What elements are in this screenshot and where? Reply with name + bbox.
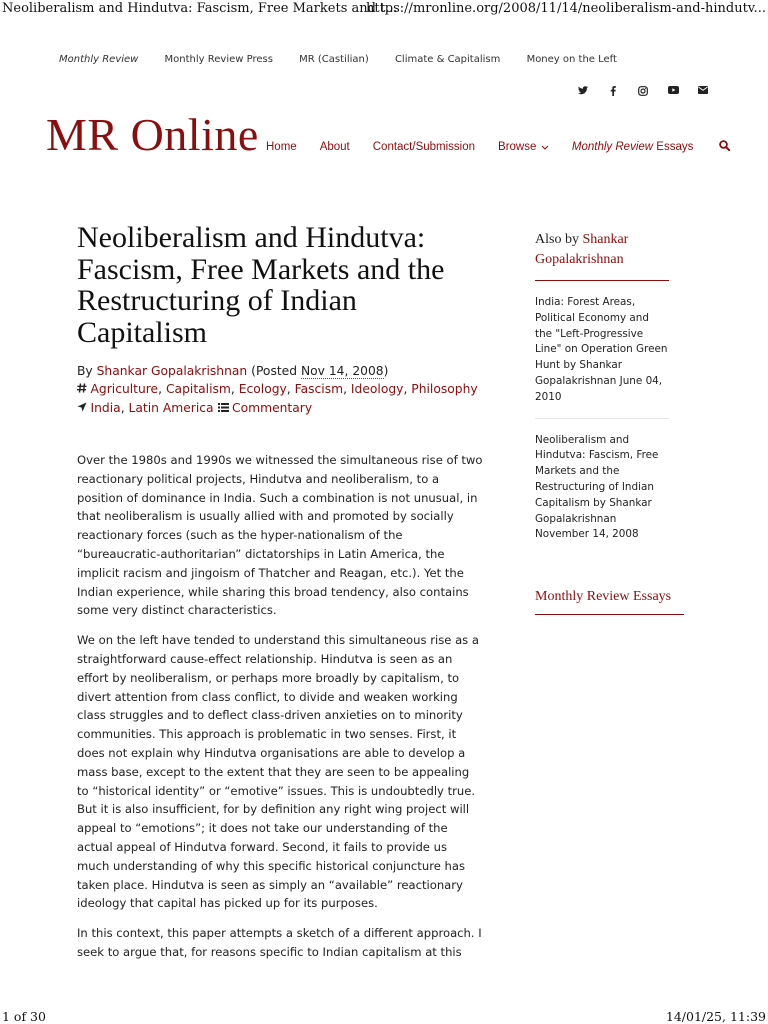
article (77, 222, 483, 973)
envelope-icon[interactable] (695, 86, 711, 99)
print-page-title: Neoliberalism and Hindutva: Fascism, Free Markets and t... (2, 1, 398, 16)
taxonomy: Agriculture, Capitalism, Ecology, Fascism, Ideology, Philosophy India, Latin America Commentary (77, 380, 483, 418)
youtube-icon[interactable] (665, 86, 681, 99)
posted-prefix: (Posted (247, 364, 301, 378)
twitter-icon[interactable] (575, 86, 591, 99)
posted-suffix: ) (383, 364, 389, 378)
list-icon (218, 402, 233, 415)
also-by-heading (535, 230, 669, 281)
top-nav-monthly-review-press[interactable]: Monthly Review Press (164, 54, 273, 65)
nav-browse[interactable] (498, 141, 549, 153)
post-date: Nov 14, 2008 (300, 364, 384, 378)
instagram-icon[interactable] (635, 86, 651, 99)
print-page-url: https://mronline.org/2008/11/14/neoliberalism-and-hindutv... (365, 1, 766, 16)
place-latin-america[interactable]: Latin America (128, 401, 214, 415)
byline-prefix: By (77, 364, 97, 378)
category-commentary[interactable]: Commentary (232, 401, 313, 415)
top-nav-monthly-review[interactable]: Monthly Review (59, 54, 139, 65)
main-nav (266, 140, 730, 154)
tag-agriculture[interactable]: Agriculture (90, 382, 159, 396)
chevron-down-icon (538, 142, 549, 152)
also-by-label: Also by (535, 232, 583, 247)
byline (77, 362, 483, 380)
tag-capitalism[interactable]: Capitalism (165, 382, 231, 396)
also-by-author-link[interactable]: Shankar Gopalakrishnan (535, 232, 629, 267)
place-india[interactable]: India (90, 401, 121, 415)
top-nav-climate-capitalism[interactable]: Climate & Capitalism (394, 54, 501, 65)
nav-essays-italic: Monthly Review (571, 141, 654, 153)
tag-ideology[interactable]: Ideology (350, 382, 404, 396)
sidebar (535, 230, 705, 615)
search-icon[interactable] (719, 140, 730, 154)
social-links (575, 86, 711, 99)
article-paragraph: Over the 1980s and 1990s we witnessed the simultaneous rise of two reactionary political projects, Hindutva and neoliberalism, to a position of dominance in India. Such a combination is not unusual, in that neoliberalism is usually allied with and promoted by socially reactionary forces (such as the hyper-nationalism of the “bureaucratic-authoritarian” dictatorships in Latin America, the implicit racism and jingoism of Thatcher and Reagan, etc.). Yet the Indian experience, while sharing this broad tendency, also contains some very distinct characteristics. (77, 453, 483, 618)
tag-fascism[interactable]: Fascism (294, 382, 344, 396)
article-meta (77, 362, 483, 418)
hashtag-icon (77, 383, 91, 396)
article-title: Neoliberalism and Hindutva: Fascism, Free Markets and the Restructuring of Indian Capitalism (77, 221, 445, 349)
top-nav-mr-castilian[interactable]: MR (Castilian) (299, 54, 369, 65)
print-footer (0, 1008, 768, 1024)
nav-home[interactable]: Home (266, 141, 297, 153)
print-header (0, 0, 768, 20)
location-arrow-icon (77, 402, 91, 415)
print-page-number: 1 of 30 (2, 1009, 46, 1024)
print-timestamp: 14/01/25, 11:39 (665, 1009, 766, 1024)
site-logo[interactable]: MR Online (46, 109, 259, 160)
facebook-icon[interactable] (605, 86, 621, 99)
article-paragraph: We on the left have tended to understand this simultaneous rise as a straightforward cause-effect relationship. Hindutva is seen as an effort by neoliberalism, or perhaps more broadly by capitalism, to divert attention from class conflict, to divide and weaken working class struggles and to deflect class-driven anxieties on to minority communities. This approach is problematic in two senses. First, it does not explain why Hindutva organisations are able to develop a mass base, except to the extent that they are seen to be appealing to “historical identity” or “emotive” issues. This is undoubtedly true. But it is also insufficient, for by definition any right wing project will appeal to “emotions”; it does not take our understanding of the actual appeal of Hindutva forward. Second, it fails to provide us much understanding of why this specific historical conjuncture has taken place. Hindutva is seen as simply an “available” reactionary ideology that capital has picked up for its purposes. (77, 633, 480, 911)
article-paragraph: In this context, this paper attempts a sketch of a different approach. I seek to argue that, for reasons specific to Indian capitalism at this (77, 926, 482, 959)
related-article[interactable]: Neoliberalism and Hindutva: Fascism, Free Markets and the Restructuring of Indian Capitalism by Shankar Gopalakrishnan November 14, 2008 (535, 418, 669, 556)
monthly-review-essays-heading[interactable]: Monthly Review Essays (535, 589, 684, 615)
nav-about[interactable]: About (319, 141, 350, 153)
tag-philosophy[interactable]: Philosophy (411, 382, 478, 396)
article-body (77, 451, 483, 962)
related-article[interactable]: India: Forest Areas, Political Economy and the "Left-Progressive Line" on Operation Green Hunt by Shankar Gopalakrishnan June 04, 2010 (535, 296, 668, 403)
nav-essays-rest: Essays (653, 141, 694, 153)
top-nav-money-on-the-left[interactable]: Money on the Left (526, 54, 617, 65)
top-nav (59, 54, 640, 65)
nav-browse-label: Browse (498, 141, 537, 153)
author-link[interactable]: Shankar Gopalakrishnan (96, 364, 248, 378)
nav-monthly-review-essays[interactable] (572, 141, 693, 153)
nav-contact-submission[interactable]: Contact/Submission (372, 141, 476, 153)
tag-ecology[interactable]: Ecology (238, 382, 287, 396)
